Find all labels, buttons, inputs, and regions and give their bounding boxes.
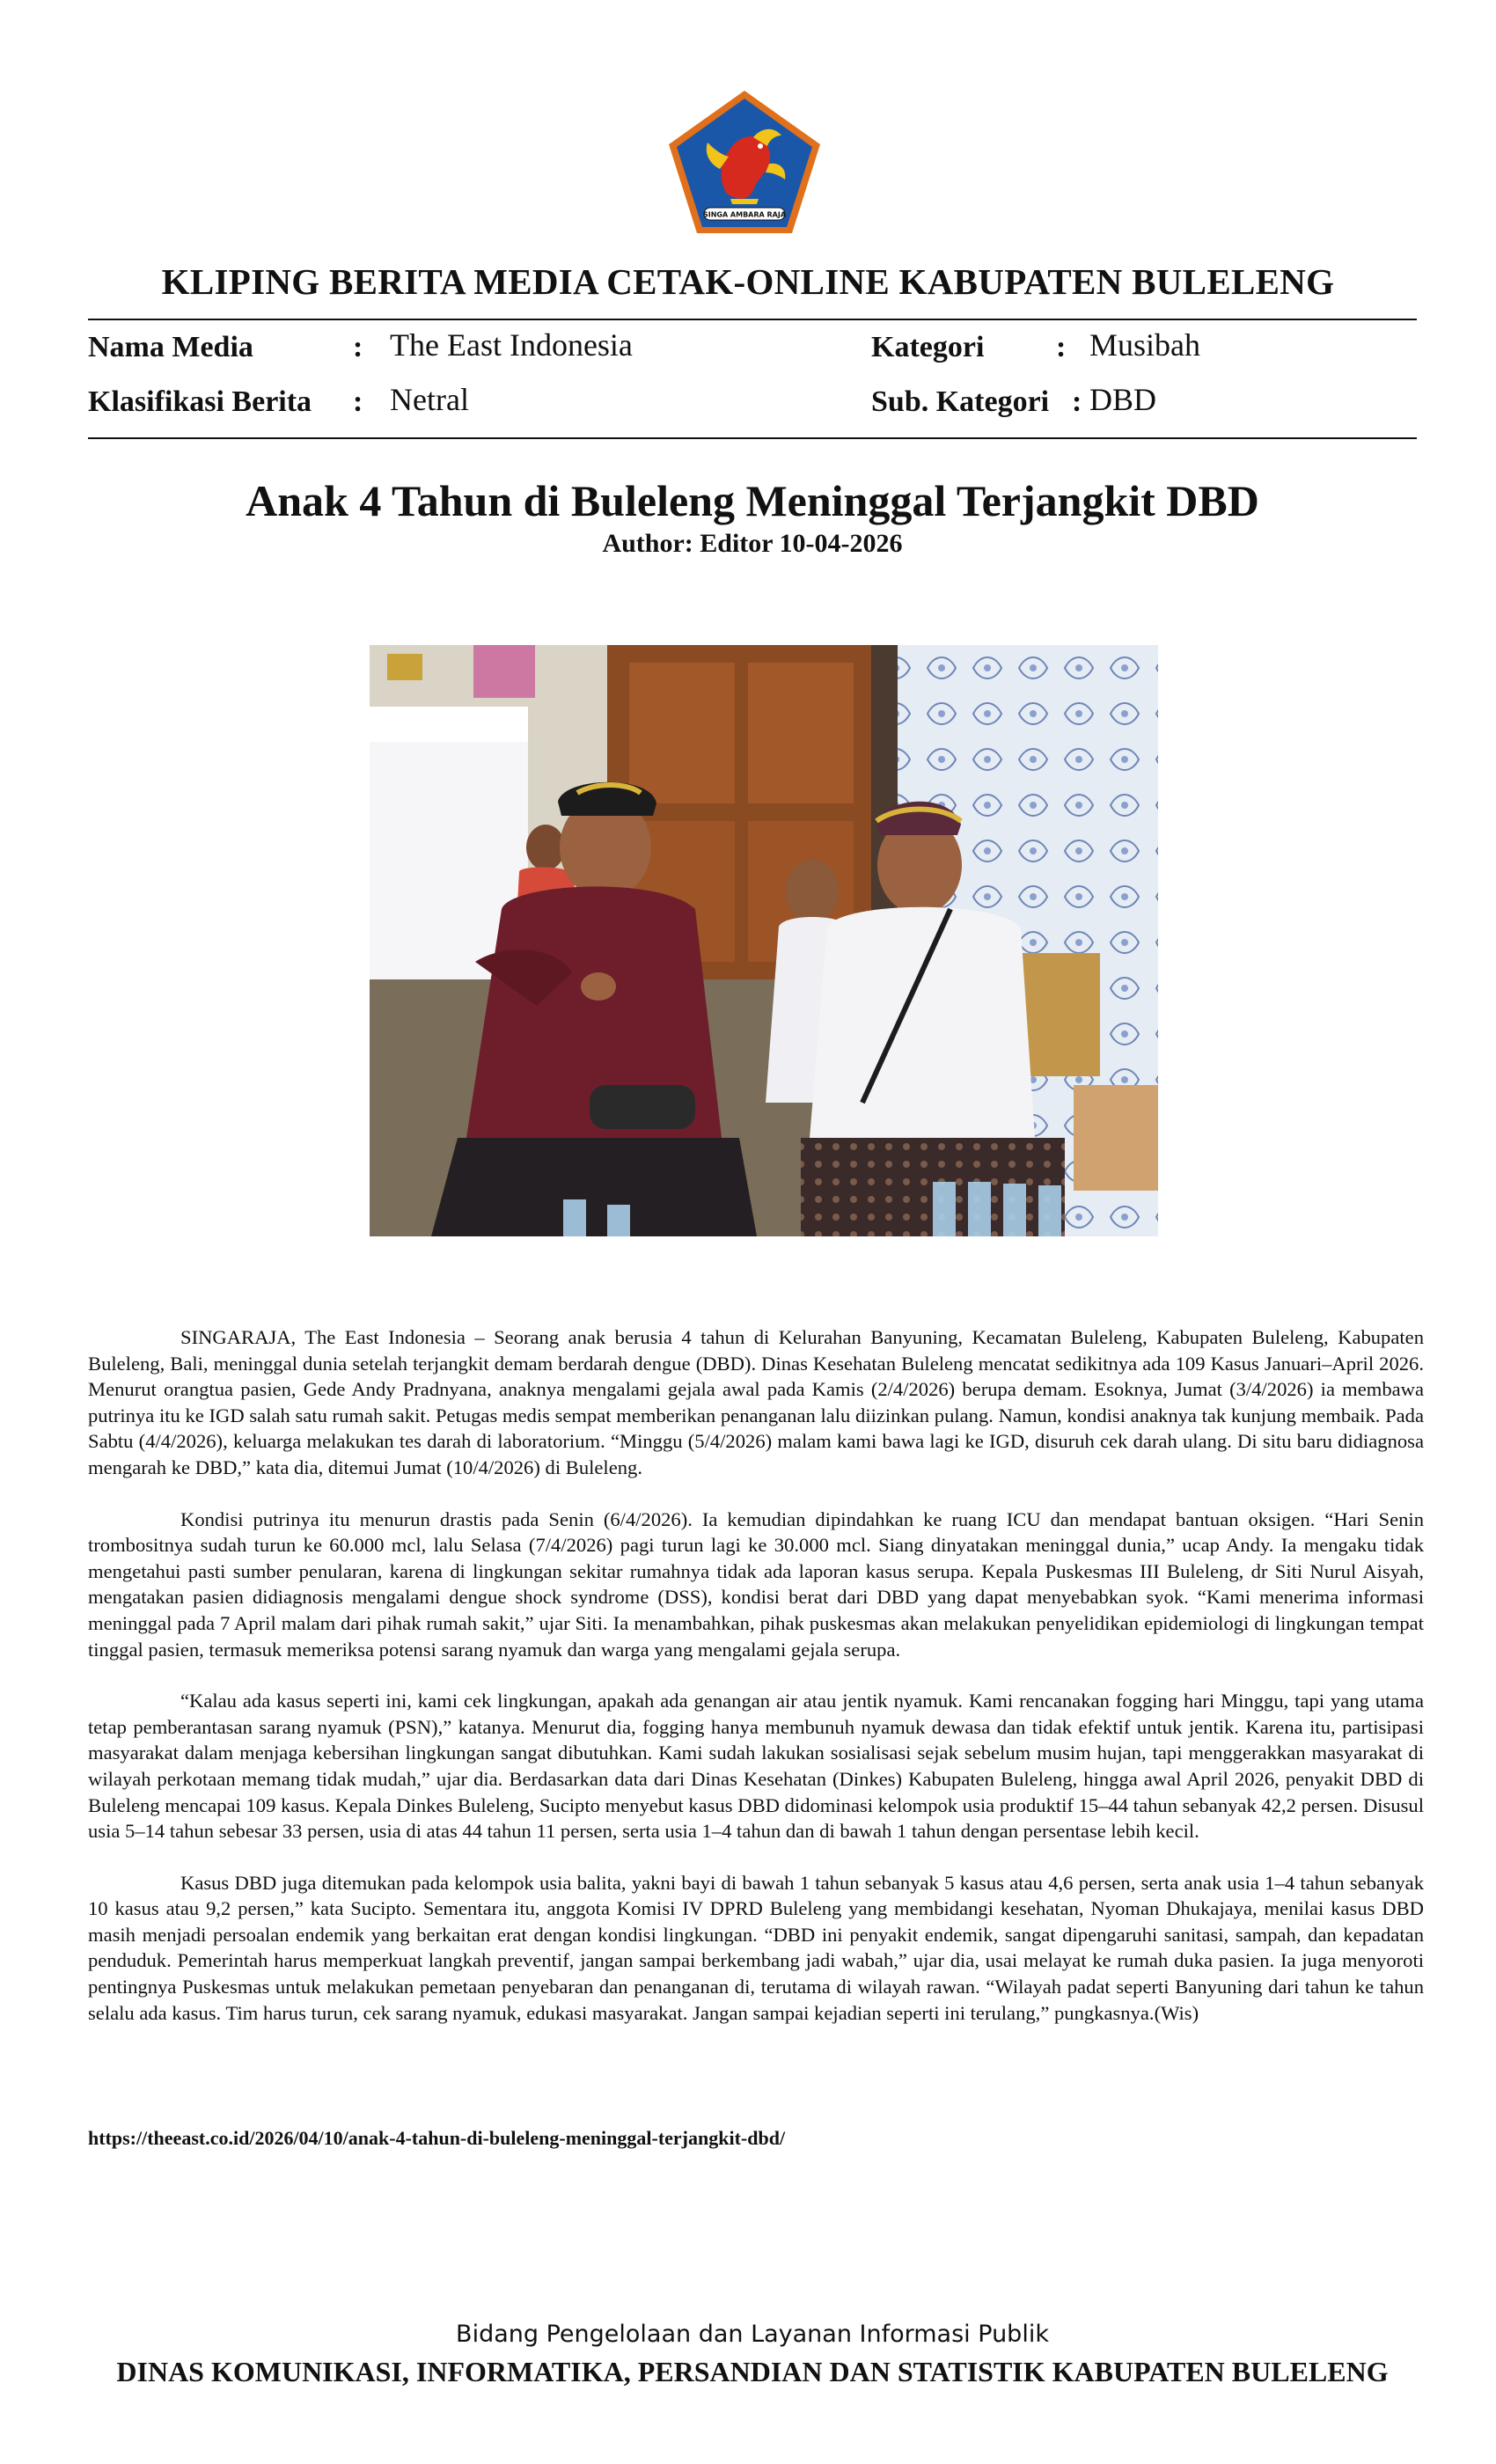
page-title: KLIPING BERITA MEDIA CETAK-ONLINE KABUPATEN BULELENG [161,261,1335,302]
source-url: https://theeast.co.id/2026/04/10/anak-4-tahun-di-buleleng-meninggal-terjangkit-dbd/ [88,2127,786,2149]
buleleng-emblem-logo [665,88,824,236]
classification-value: Netral [390,382,469,417]
footer-division: Bidang Pengelolaan dan Layanan Informasi Publik [456,2321,1049,2348]
header-divider-bottom [88,437,1417,439]
media-name-colon: : [353,331,363,363]
category-label: Kategori [871,331,985,363]
sub-category-colon: : [1072,385,1082,418]
classification-label: Klasifikasi Berita [88,385,312,418]
logo-motto: SINGA AMBARA RAJA [702,210,787,219]
article-paragraph: “Kalau ada kasus seperti ini, kami cek lingkungan, apakah ada genangan air atau jentik nyamuk. Kami rencanakan fogging hari Minggu, tapi yang utama tetap pemberantasan sarang nyamuk (PSN),” katanya. Menurut dia, fogging hanya membunuh nyamuk dewasa dan tidak efektif untuk jentik. Karena itu, partisipasi masyarakat dalam menjaga kebersihan lingkungan sangat dibutuhkan. Kami sudah lakukan sosialisasi sejak sebelum musim hujan, tapi menggerakkan masyarakat di wilayah perkotaan memang tidak mudah,” ujar dia. Berdasarkan data dari Dinas Kesehatan (Dinkes) Kabupaten Buleleng, hingga awal April 2026, penyakit DBD di Buleleng mencapai 109 kasus. Kepala Dinkes Buleleng, Sucipto menyebut kasus DBD didominasi kelompok usia produktif 15–44 tahun sebanyak 42,2 persen. Disusul usia 5–14 tahun sebesar 33 persen, usia di atas 44 tahun 11 persen, serta usia 1–4 tahun dan di bawah 1 tahun dengan persentase lebih kecil. [88,1690,1424,1843]
category-colon: : [1056,331,1067,363]
article-headline: Anak 4 Tahun di Buleleng Meninggal Terjangkit DBD [246,476,1259,525]
header-divider-top [88,319,1417,320]
media-name-label: Nama Media [88,331,253,363]
article-byline: Author: Editor 10-04-2026 [602,529,903,558]
article-paragraph: Kondisi putrinya itu menurun drastis pada Senin (6/4/2026). Ia kemudian dipindahkan ke ruang ICU dan mendapat bantuan oksigen. “Hari Senin trombositnya sudah turun ke 60.000 mcl, lalu Selasa (7/4/2026) pagi turun lagi ke 30.000 mcl. Siang dinyatakan meninggal dunia,” ucap Andy. Ia mengaku tidak mengetahui pasti sumber penularan, karena di lingkungan sekitar rumahnya tidak ada laporan kasus serupa. Kepala Puskesmas III Buleleng, dr Siti Nurul Aisyah, mengatakan pasien didiagnosis mengalami dengue shock syndrome (DSS), kondisi berat dari DBD yang dapat menyebabkan syok. “Kami menerima informasi meninggal pada 7 April malam dari pihak rumah sakit,” ujar Siti. Ia menambahkan, pihak puskesmas akan melakukan penyelidikan epidemiologi di lingkungan tempat tinggal pasien, termasuk memeriksa potensi sarang nyamuk dan warga yang mengalami gejala serupa. [88,1507,1424,1661]
media-name-value: The East Indonesia [390,327,633,363]
article-paragraph: Kasus DBD juga ditemukan pada kelompok usia balita, yakni bayi di bawah 1 tahun sebanyak 5 kasus atau 4,6 persen, serta anak usia 1–4 tahun sebanyak 10 kasus atau 9,2 persen,” kata Sucipto. Sementara itu, anggota Komisi IV DPRD Buleleng yang membidangi kesehatan, Nyoman Dhukajaya, menilai kasus DBD masih menjadi persoalan endemik yang berkaitan erat dengan kondisi lingkungan. “DBD ini penyakit endemik, sangat dipengaruhi sanitasi, sampah, dan kepadatan penduduk. Pemerintah harus memperkuat langkah preventif, jangan sampai berkembang jadi wabah,” ujar dia, usai melayat ke rumah duka pasien. Ia juga menyoroti pentingnya Puskesmas untuk melakukan pemetaan penyebaran dan penanganan di, terutama di wilayah rawan. “Wilayah padat seperti Banyuning dari tahun ke tahun selalu ada kasus. Tim harus turun, cek sarang nyamuk, edukasi masyarakat. Jangan sampai kejadian seperti ini terulang,” pungkasnya.(Wis) [88,1871,1424,2024]
footer-agency: DINAS KOMUNIKASI, INFORMATIKA, PERSANDIAN DAN STATISTIK KABUPATEN BULELENG [116,2356,1389,2387]
sub-category-label: Sub. Kategori [871,385,1050,418]
article-paragraph: SINGARAJA, The East Indonesia – Seorang anak berusia 4 tahun di Kelurahan Banyuning, Kecamatan Buleleng, Kabupaten Buleleng, Kabupaten Buleleng, Bali, meninggal dunia setelah terjangkit demam berdarah dengue (DBD). Dinas Kesehatan Buleleng mencatat sedikitnya ada 109 Kasus Januari–April 2026. Menurut orangtua pasien, Gede Andy Pradnyana, anaknya mengalami gejala awal pada Kamis (2/4/2026) berupa demam. Esoknya, Jumat (3/4/2026) ia membawa putrinya itu ke IGD salah satu rumah sakit. Petugas medis sempat memberikan penanganan lalu diizinkan pulang. Namun, kondisi anaknya tak kunjung membaik. Pada Sabtu (4/4/2026), keluarga melakukan tes darah di laboratorium. “Minggu (5/4/2026) malam kami bawa lagi ke IGD, disuruh cek darah ulang. Di situ baru didiagnosa mengarah ke DBD,” kata dia, ditemui Jumat (10/4/2026) di Buleleng. [88,1326,1424,1478]
classification-colon: : [353,385,363,418]
category-value: Musibah [1089,327,1200,363]
article-body [88,1324,1424,2051]
news-photo [370,645,1158,1236]
sub-category-value: DBD [1089,382,1157,417]
